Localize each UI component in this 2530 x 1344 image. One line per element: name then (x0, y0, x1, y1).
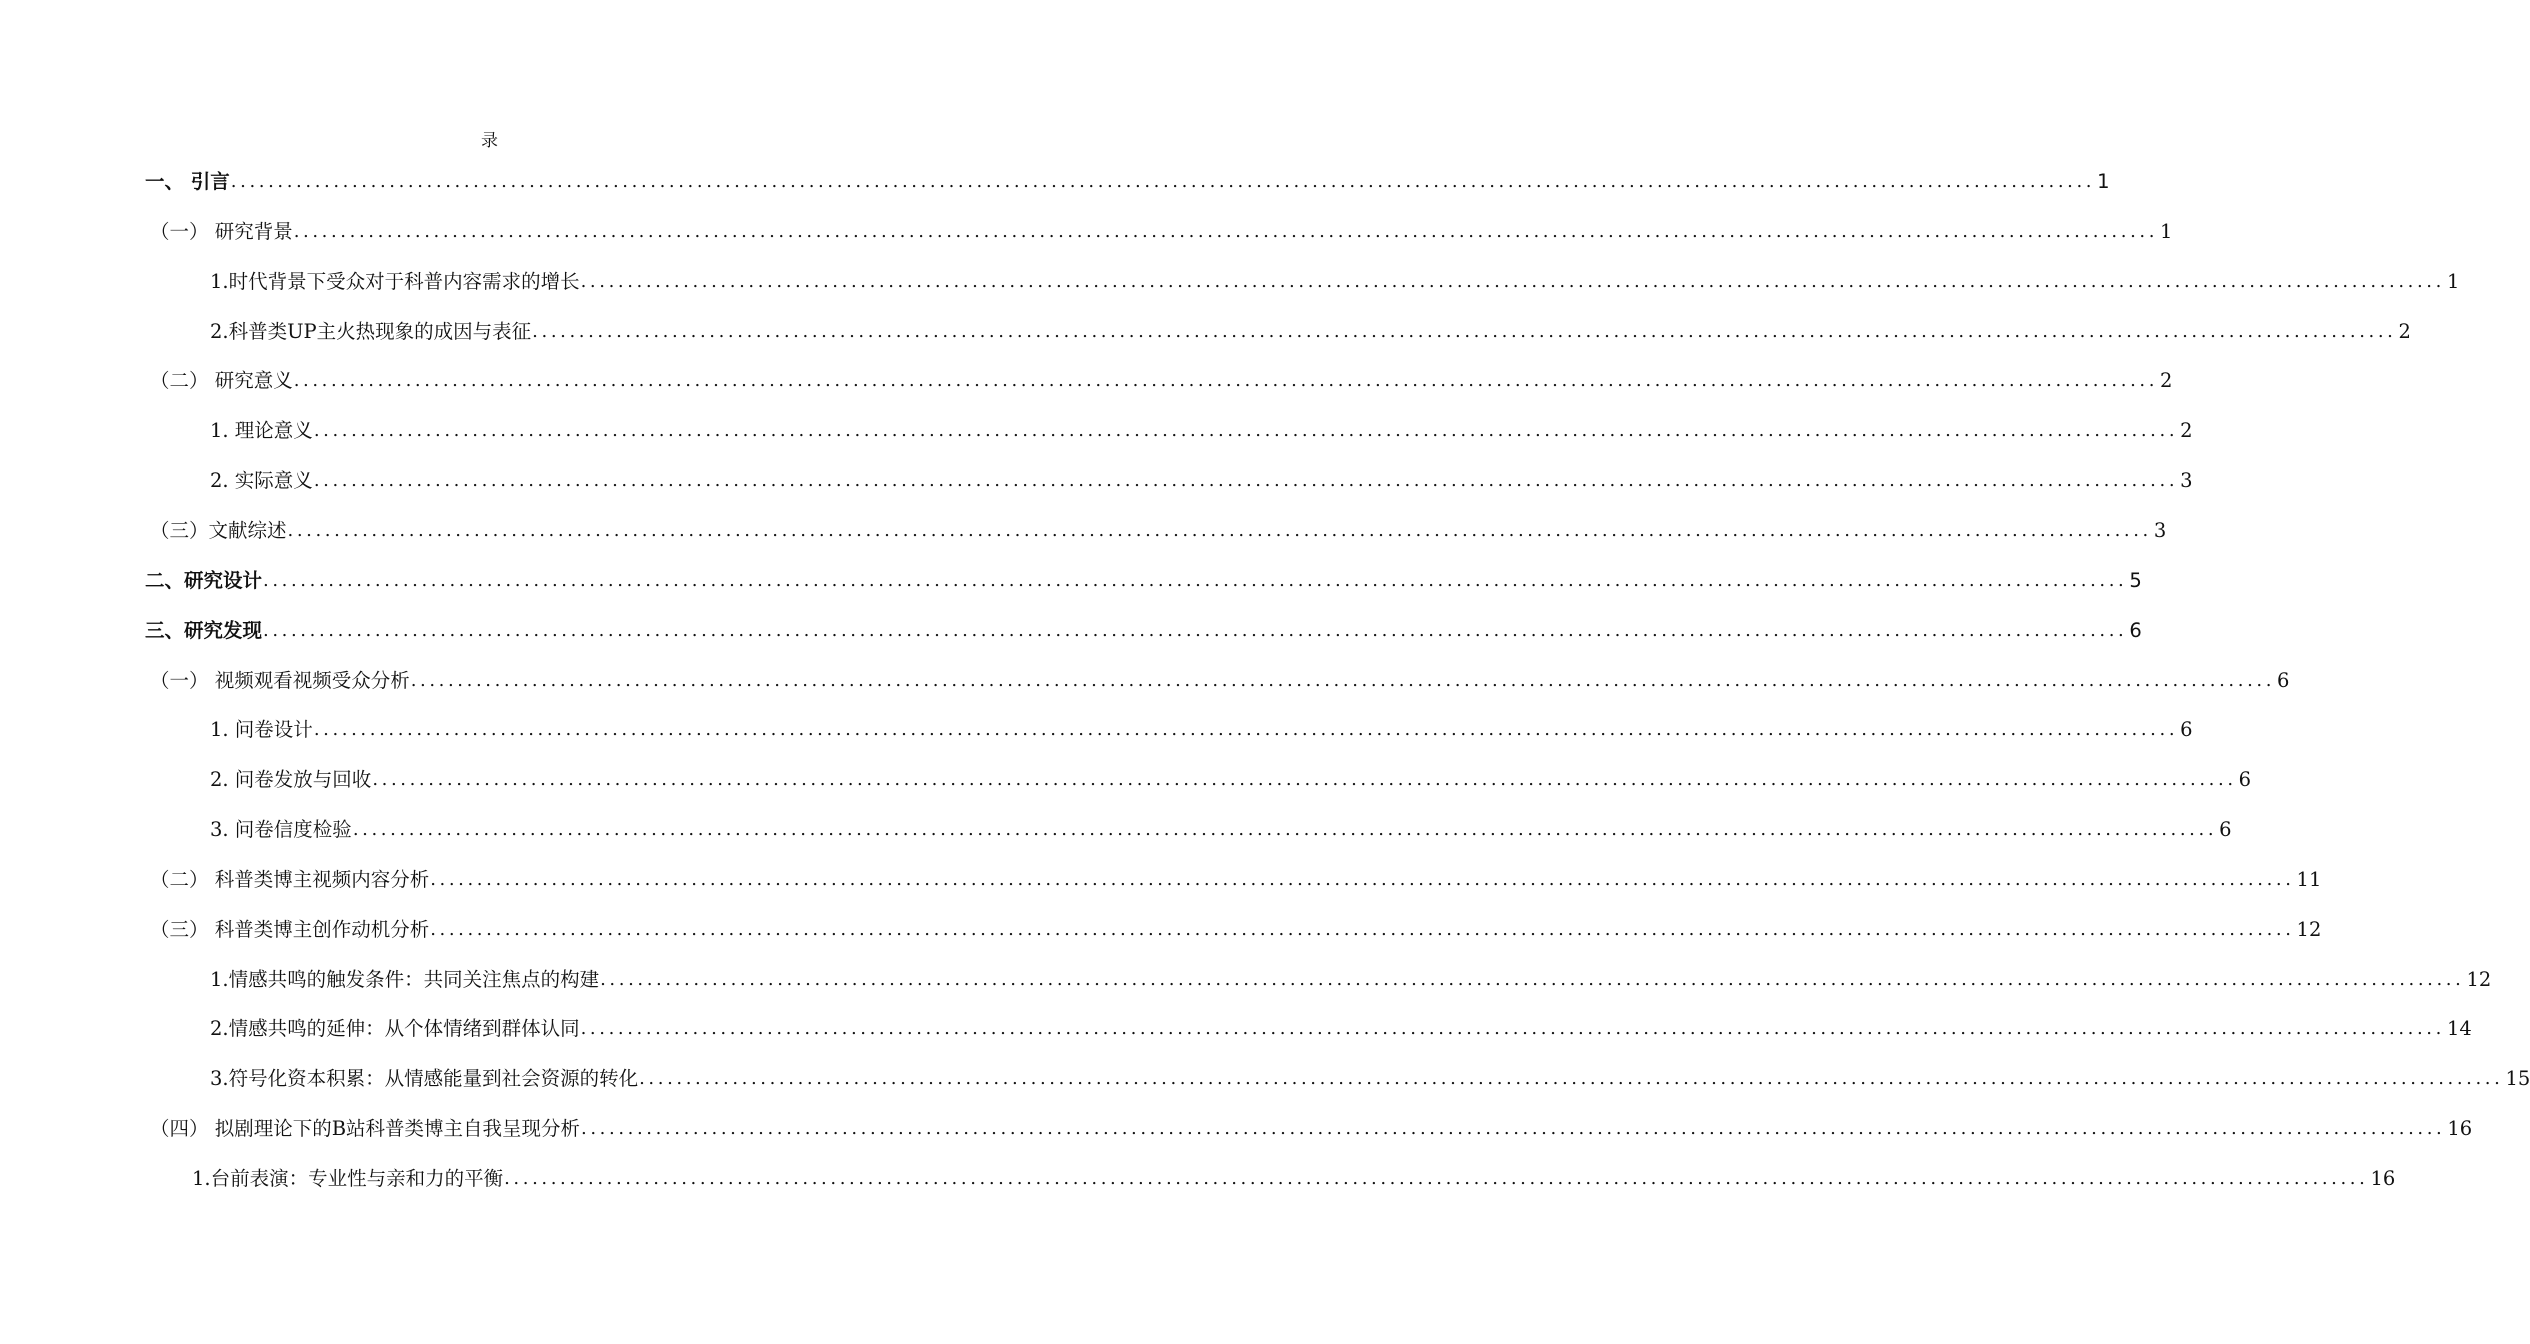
toc-dot-leader: ........................................................................................................................................................................................................ (410, 670, 2276, 691)
toc-page-number: 1 (2160, 220, 2173, 243)
toc-page-number: 2 (2160, 369, 2173, 392)
toc-page-number: 16 (2370, 1167, 2396, 1190)
page-title: 录 (481, 131, 499, 151)
toc-entry-title: （二） 科普类博主视频内容分析 (150, 868, 430, 891)
toc-entry-title: 3. 问卷信度检验 (210, 818, 352, 841)
toc-page-number: 1 (2097, 170, 2110, 193)
toc-dot-leader: ........................................................................................................................................................................................................ (313, 719, 2179, 740)
toc-entry-title: 三、研究发现 (145, 619, 263, 642)
toc-dot-leader: ........................................................................................................................................................................................................ (313, 420, 2179, 441)
toc-entry[interactable] (150, 217, 2173, 247)
toc-page-number: 6 (2277, 669, 2290, 692)
toc-entry[interactable] (210, 1064, 2530, 1094)
toc-entry[interactable] (145, 616, 2142, 646)
toc-entry-title: （二） 研究意义 (150, 369, 293, 392)
toc-page-number: 6 (2129, 619, 2142, 642)
toc-entry[interactable] (210, 267, 2460, 297)
toc-entry-title: 3.符号化资本积累：从情感能量到社会资源的转化 (210, 1067, 639, 1090)
toc-entry[interactable] (192, 1164, 2396, 1194)
toc-entry[interactable] (150, 516, 2167, 546)
toc-page-number: 6 (2238, 768, 2252, 791)
toc-entry-title: 二、研究设计 (145, 569, 263, 592)
toc-entry-title: 1.时代背景下受众对于科普内容需求的增长 (210, 270, 580, 293)
toc-entry[interactable] (145, 167, 2110, 197)
toc-dot-leader: ........................................................................................................................................................................................................ (287, 520, 2152, 541)
toc-entry[interactable] (210, 715, 2193, 745)
toc-page-number: 2 (2398, 320, 2411, 343)
toc-entry-title: 1.情感共鸣的触发条件：共同关注焦点的构建 (210, 968, 600, 991)
toc-dot-leader: ........................................................................................................................................................................................................ (430, 869, 2295, 890)
toc-dot-leader: ........................................................................................................................................................................................................ (313, 470, 2179, 491)
toc-entry[interactable] (210, 765, 2252, 795)
toc-page-number: 6 (2180, 718, 2193, 741)
toc-dot-leader: ........................................................................................................................................................................................................ (372, 769, 2237, 790)
toc-entry-title: 2.科普类UP主火热现象的成因与表征 (210, 320, 532, 343)
toc-page-number: 14 (2446, 1017, 2472, 1040)
toc-page-number: 3 (2153, 519, 2167, 542)
toc-page-number: 11 (2296, 868, 2322, 891)
toc-entry[interactable] (150, 1114, 2473, 1144)
toc-page-number: 12 (2296, 918, 2322, 941)
toc-dot-leader: ........................................................................................................................................................................................................ (532, 321, 2397, 342)
toc-dot-leader: ........................................................................................................................................................................................................ (600, 969, 2465, 990)
toc-dot-leader: ........................................................................................................................................................................................................ (639, 1068, 2504, 1089)
toc-entry-title: 2.情感共鸣的延伸：从个体情绪到群体认同 (210, 1017, 580, 1040)
toc-dot-leader: ........................................................................................................................................................................................................ (263, 570, 2128, 591)
toc-entry[interactable] (150, 865, 2322, 895)
toc-entry-title: （三） 科普类博主创作动机分析 (150, 918, 430, 941)
toc-entry[interactable] (210, 416, 2193, 446)
toc-entry[interactable] (210, 965, 2492, 995)
toc-dot-leader: ........................................................................................................................................................................................................ (263, 620, 2128, 641)
toc-entry-title: 一、 引言 (145, 170, 230, 193)
toc-dot-leader: ........................................................................................................................................................................................................ (230, 171, 2096, 192)
toc-dot-leader: ........................................................................................................................................................................................................ (504, 1168, 2369, 1189)
toc-entry[interactable] (210, 466, 2193, 496)
toc-dot-leader: ........................................................................................................................................................................................................ (293, 221, 2159, 242)
toc-dot-leader: ........................................................................................................................................................................................................ (293, 370, 2159, 391)
toc-entry-title: （三）文献综述 (150, 519, 287, 542)
toc-entry-title: （四） 拟剧理论下的B站科普类博主自我呈现分析 (150, 1117, 581, 1140)
toc-entry-title: 2. 问卷发放与回收 (210, 768, 372, 791)
toc-entry-title: 1. 问卷设计 (210, 718, 313, 741)
toc-page-number: 3 (2180, 469, 2193, 492)
toc-entry[interactable] (210, 317, 2411, 347)
toc-entry-title: 1.台前表演：专业性与亲和力的平衡 (192, 1167, 504, 1190)
toc-entry[interactable] (210, 1014, 2472, 1044)
toc-entry[interactable] (150, 915, 2322, 945)
toc-dot-leader: ........................................................................................................................................................................................................ (581, 1118, 2446, 1139)
toc-dot-leader: ........................................................................................................................................................................................................ (430, 919, 2295, 940)
toc-page-number: 2 (2180, 419, 2193, 442)
toc-dot-leader: ........................................................................................................................................................................................................ (580, 1018, 2445, 1039)
toc-entry[interactable] (145, 566, 2142, 596)
toc-dot-leader: ........................................................................................................................................................................................................ (352, 819, 2218, 840)
toc-entry[interactable] (150, 366, 2173, 396)
toc-entry-title: （一） 视频观看视频受众分析 (150, 669, 410, 692)
toc-entry-title: 2. 实际意义 (210, 469, 313, 492)
toc-entry[interactable] (150, 666, 2290, 696)
toc-page-number: 12 (2466, 968, 2492, 991)
toc-page-number: 15 (2505, 1067, 2530, 1090)
toc-page-number: 16 (2447, 1117, 2473, 1140)
toc-dot-leader: ........................................................................................................................................................................................................ (580, 271, 2445, 292)
toc-entry-title: 1. 理论意义 (210, 419, 313, 442)
toc-entry-title: （一） 研究背景 (150, 220, 293, 243)
toc-page-number: 1 (2446, 270, 2460, 293)
toc-entry[interactable] (210, 815, 2232, 845)
toc-page-number: 6 (2219, 818, 2232, 841)
toc-page-number: 5 (2129, 569, 2142, 592)
